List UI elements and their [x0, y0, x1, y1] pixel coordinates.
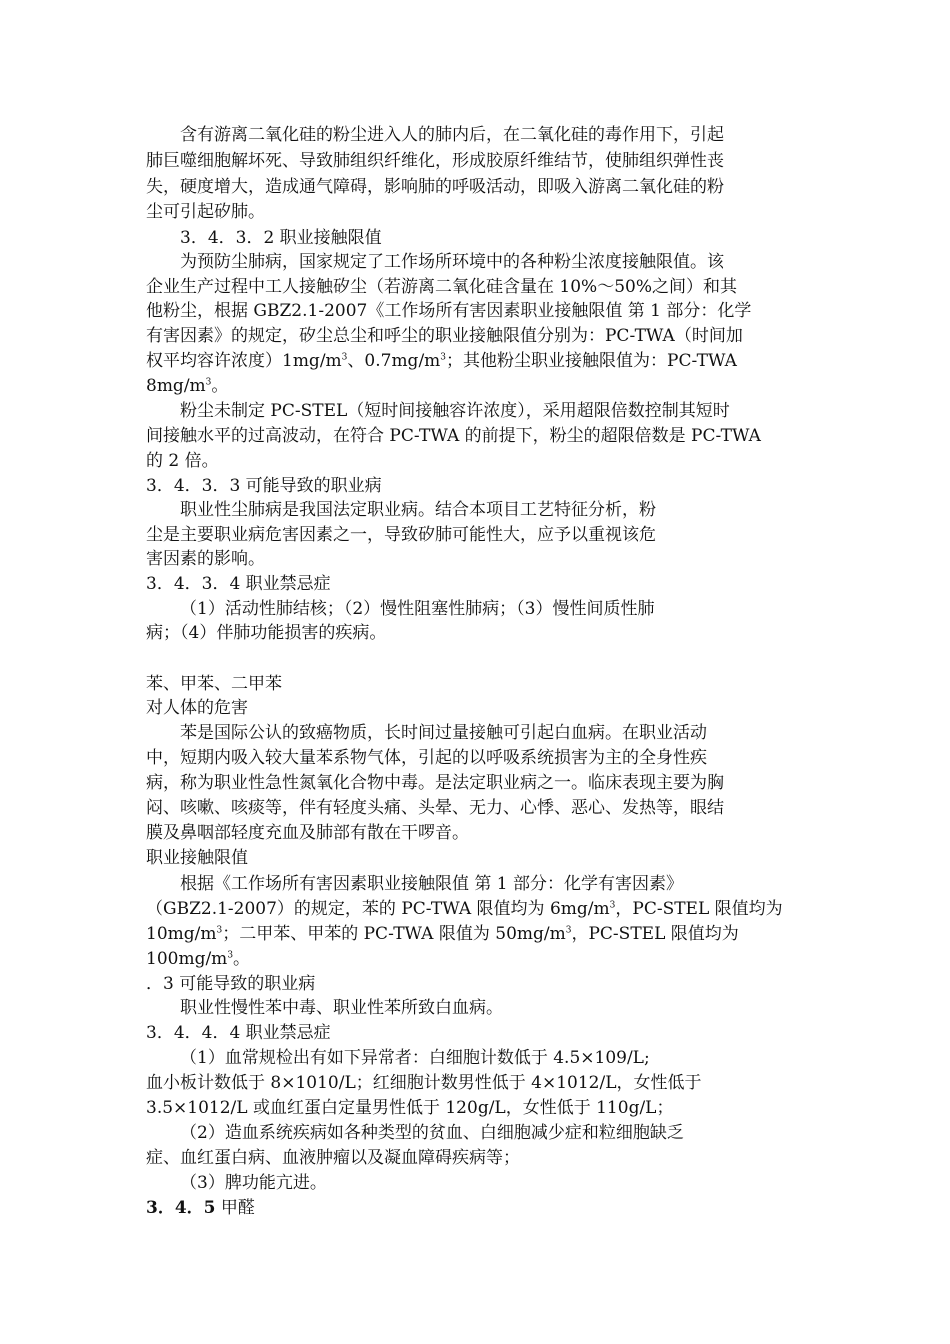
paragraph-line: 尘是主要职业病危害因素之一，导致矽肺可能性大，应予以重视该危 — [146, 525, 656, 545]
paragraph-line: 3.5×1012/L 或血红蛋白定量男性低于 120g/L，女性低于 110g/L； — [146, 1098, 674, 1118]
paragraph-line: 苯是国际公认的致癌物质，长时间过量接触可引起白血病。在职业活动 — [180, 723, 707, 743]
paragraph-line: 害因素的影响。 — [146, 549, 265, 569]
section-heading: 职业接触限值 — [146, 848, 248, 868]
text-run: （GBZ2.1-2007）的规定，苯的 PC-TWA 限值均为 6mg/m — [146, 899, 610, 919]
paragraph-line: 病，称为职业性急性氮氧化合物中毒。是法定职业病之一。临床表现主要为胸 — [146, 773, 724, 793]
paragraph-line: 的 2 倍。 — [146, 451, 219, 471]
paragraph-line — [146, 353, 737, 370]
text-run: 。 — [211, 376, 229, 396]
paragraph-line: 闷、咳嗽、咳痰等，伴有轻度头痛、头晕、无力、心悸、恶心、发热等，眼结 — [146, 798, 724, 818]
paragraph-line: 为预防尘肺病，国家规定了工作场所环境中的各种粉尘浓度接触限值。该 — [180, 252, 724, 272]
paragraph-line: 膜及鼻咽部轻度充血及肺部有散在干啰音。 — [146, 823, 469, 843]
paragraph-line: （2）造血系统疾病如各种类型的贫血、白细胞减少症和粒细胞缺乏 — [180, 1123, 684, 1143]
superscript: 3 — [341, 352, 348, 363]
section-heading — [146, 1200, 255, 1217]
paragraph-line: 病；（4）伴肺功能损害的疾病。 — [146, 623, 387, 643]
text-run: 100mg/m — [146, 949, 228, 969]
paragraph-line: 间接触水平的过高波动，在符合 PC-TWA 的前提下，粉尘的超限倍数是 PC-TWA — [146, 426, 761, 446]
heading-number: 3．4．5 — [146, 1198, 216, 1218]
paragraph-line: 血小板计数低于 8×1010/L；红细胞计数男性低于 4×1012/L，女性低于 — [146, 1073, 702, 1093]
text-run: 、0.7mg/m — [347, 351, 441, 371]
section-heading: 3．4．3．3 可能导致的职业病 — [146, 476, 382, 496]
paragraph-line — [146, 951, 250, 968]
text-run: ；二甲苯、甲苯的 PC-TWA 限值为 50mg/m — [222, 924, 566, 944]
text-run: 8mg/m — [146, 376, 206, 396]
paragraph-line: 含有游离二氧化硅的粉尘进入人的肺内后，在二氧化硅的毒作用下，引起 — [180, 125, 724, 145]
paragraph-line: 中，短期内吸入较大量苯系物气体，引起的以呼吸系统损害为主的全身性疾 — [146, 748, 707, 768]
text-run: ，PC-STEL 限值均为 — [571, 924, 739, 944]
superscript: 3 — [609, 900, 616, 911]
heading-text: 甲醛 — [215, 1198, 255, 1218]
text-run: 。 — [233, 949, 251, 969]
paragraph-line: 他粉尘，根据 GBZ2.1-2007《工作场所有害因素职业接触限值 第 1 部分：化学 — [146, 301, 752, 321]
paragraph-line: 根据《工作场所有害因素职业接触限值 第 1 部分：化学有害因素》 — [180, 874, 684, 894]
paragraph-line: 企业生产过程中工人接触矽尘（若游离二氧化硅含量在 10%～50%之间）和其 — [146, 277, 737, 297]
text-run: 权平均容许浓度）1mg/m — [146, 351, 342, 371]
paragraph-line: （3）脾功能亢进。 — [180, 1173, 327, 1193]
paragraph-line: 症、血红蛋白病、血液肿瘤以及凝血障碍疾病等； — [146, 1148, 520, 1168]
paragraph-line: 粉尘未制定 PC-STEL（短时间接触容许浓度），采用超限倍数控制其短时 — [180, 401, 730, 421]
superscript: 3 — [565, 925, 572, 936]
paragraph-line: 尘可引起矽肺。 — [146, 202, 265, 222]
superscript: 3 — [216, 925, 223, 936]
paragraph-line: 有害因素》的规定，矽尘总尘和呼尘的职业接触限值分别为：PC-TWA（时间加 — [146, 326, 743, 346]
section-heading: 3．4．3．4 职业禁忌症 — [146, 574, 331, 594]
section-heading: 3．4．4．4 职业禁忌症 — [146, 1023, 331, 1043]
paragraph-line — [146, 901, 783, 918]
text-run: 10mg/m — [146, 924, 217, 944]
paragraph-line: （1）血常规检出有如下异常者：白细胞计数低于 4.5×109/L; — [180, 1048, 650, 1068]
section-heading: 3．4．3．2 职业接触限值 — [180, 228, 382, 248]
paragraph-line: 肺巨噬细胞解坏死、导致肺组织纤维化，形成胶原纤维结节，使肺组织弹性丧 — [146, 151, 724, 171]
paragraph-line — [146, 378, 228, 395]
superscript: 3 — [205, 377, 212, 388]
superscript: 3 — [440, 352, 447, 363]
section-heading: ．3 可能导致的职业病 — [146, 974, 316, 994]
section-title: 苯、甲苯、二甲苯 — [146, 674, 282, 694]
superscript: 3 — [227, 950, 234, 961]
paragraph-line — [146, 926, 739, 943]
text-run: ，PC-STEL 限值均为 — [615, 899, 783, 919]
section-heading: 对人体的危害 — [146, 698, 248, 718]
paragraph-line: 失，硬度增大，造成通气障碍，影响肺的呼吸活动，即吸入游离二氧化硅的粉 — [146, 177, 724, 197]
paragraph-line: （1）活动性肺结核；（2）慢性阻塞性肺病；（3）慢性间质性肺 — [180, 599, 655, 619]
text-run: ；其他粉尘职业接触限值为：PC-TWA — [446, 351, 737, 371]
paragraph-line: 职业性慢性苯中毒、职业性苯所致白血病。 — [180, 998, 503, 1018]
paragraph-line: 职业性尘肺病是我国法定职业病。结合本项目工艺特征分析，粉 — [180, 500, 656, 520]
